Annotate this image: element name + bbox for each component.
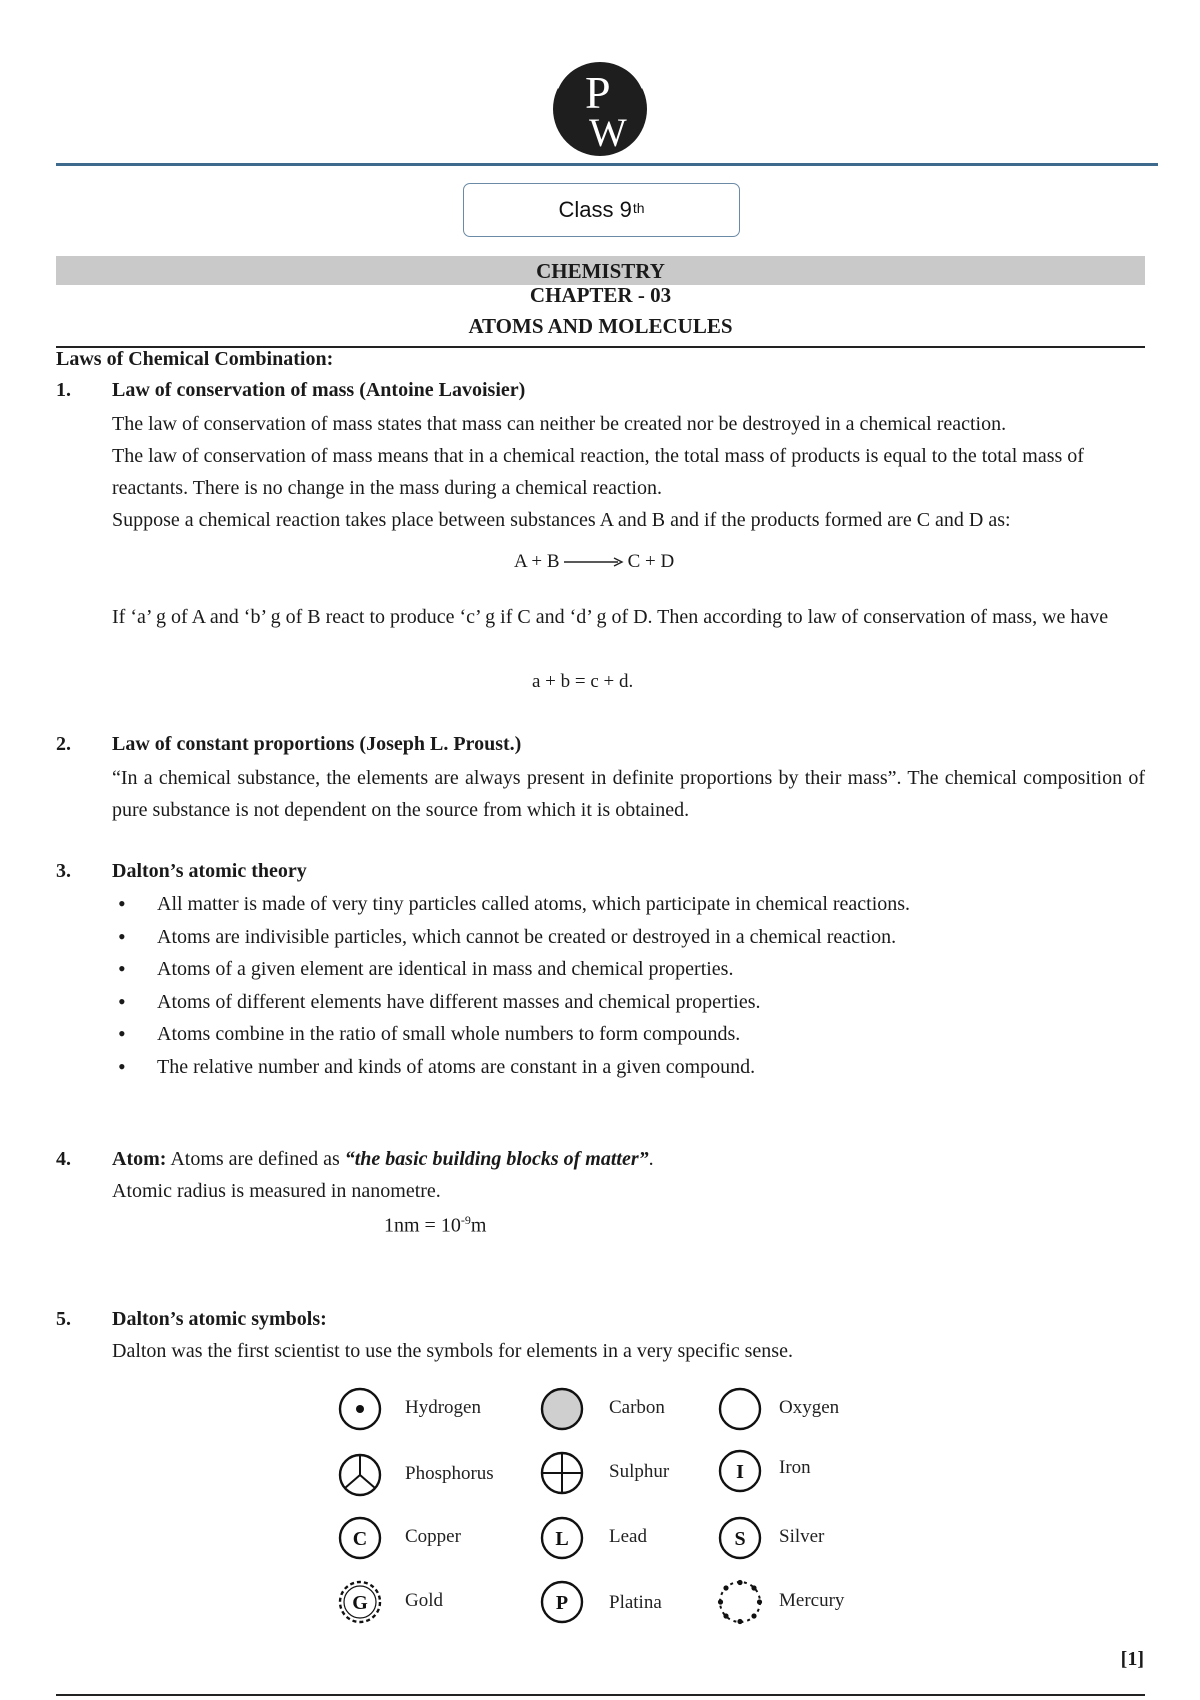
reaction-equation	[514, 551, 674, 573]
section-3-number: 3.	[56, 860, 71, 882]
lead-symbol-letter: L	[555, 1528, 569, 1550]
copper-symbol-letter: C	[352, 1528, 368, 1550]
page-number: [1]	[1120, 1648, 1144, 1670]
symbol-label-platina: Platina	[609, 1592, 662, 1613]
mercury-symbol-icon	[717, 1579, 763, 1625]
section-4-text: Atoms are defined as	[170, 1148, 340, 1170]
symbol-label-silver: Silver	[779, 1526, 825, 1547]
section-5-para-1: Dalton was the first scientist to use the symbols for elements in a very specific sense.	[112, 1340, 793, 1362]
copper-symbol-icon	[337, 1515, 383, 1561]
phosphorus-symbol-icon	[337, 1452, 383, 1498]
subject-title: CHEMISTRY	[56, 256, 1145, 285]
section-1-para-1: The law of conservation of mass states that mass can neither be created nor be destroyed in a chemical reaction.	[112, 413, 1007, 435]
section-5-number: 5.	[56, 1308, 71, 1330]
symbol-label-gold: Gold	[405, 1590, 443, 1611]
symbol-label-sulphur: Sulphur	[609, 1461, 670, 1482]
section-2-heading: Law of constant proportions (Joseph L. Proust.)	[112, 733, 522, 755]
silver-symbol-letter: S	[734, 1528, 746, 1550]
section-4-number: 4.	[56, 1148, 71, 1170]
dalton-theory-list	[112, 888, 1145, 1084]
nanometre-equation	[384, 1213, 486, 1238]
svg-text:W: W	[589, 110, 627, 155]
section-1-para-2: The law of conservation of mass means that in a chemical reaction, the total mass of products is equal to the total mass of reactants. There is no change in the mass during a chemical reaction.	[112, 445, 1084, 499]
silver-symbol-icon	[717, 1515, 763, 1561]
section-3-heading: Dalton’s atomic theory	[112, 860, 307, 882]
symbol-label-copper: Copper	[405, 1526, 461, 1547]
class-sup: th	[632, 200, 645, 216]
list-item: • Atoms combine in the ratio of small whole numbers to form compounds.	[112, 1018, 1145, 1051]
header-rule	[56, 163, 1158, 166]
section-1-para-3: Suppose a chemical reaction takes place between substances A and B and if the products formed are C and D as:	[112, 509, 1011, 531]
nm-eq-unit: m	[470, 1214, 487, 1237]
reaction-arrow-icon	[564, 555, 624, 569]
symbol-label-iron: Iron	[779, 1457, 811, 1478]
list-item: • All matter is made of very tiny particles called atoms, which participate in chemical reactions.	[112, 888, 1145, 921]
chapter-number: CHAPTER - 03	[529, 283, 672, 307]
section-1-para-4: If ‘a’ g of A and ‘b’ g of B react to produce ‘c’ g if C and ‘d’ g of D. Then according to law of conservation of mass, we have	[112, 606, 1109, 628]
iron-symbol-letter: I	[736, 1461, 744, 1483]
section-4-quote: “the basic building blocks of matter”	[344, 1148, 649, 1170]
symbol-label-oxygen: Oxygen	[779, 1397, 840, 1418]
gold-symbol-icon	[337, 1579, 383, 1625]
section-4-end: .	[648, 1148, 654, 1170]
class-label-box	[463, 183, 740, 237]
nm-eq-left: 1nm = 10	[384, 1214, 461, 1237]
equation-products: C + D	[627, 551, 675, 572]
section-2-number: 2.	[56, 733, 71, 755]
svg-text:P: P	[585, 67, 611, 118]
sulphur-symbol-icon	[539, 1450, 585, 1496]
section-1-heading: Law of conservation of mass (Antoine Lavoisier)	[112, 379, 526, 401]
chapter-title: ATOMS AND MOLECULES	[468, 314, 733, 338]
laws-heading: Laws of Chemical Combination:	[56, 348, 334, 370]
section-5-heading: Dalton’s atomic symbols:	[112, 1308, 327, 1330]
symbol-label-hydrogen: Hydrogen	[405, 1397, 481, 1418]
section-1-number: 1.	[56, 379, 71, 401]
section-4-para-2: Atomic radius is measured in nanometre.	[112, 1180, 441, 1202]
symbol-label-mercury: Mercury	[779, 1590, 845, 1611]
class-label: Class 9	[558, 197, 632, 222]
pw-logo	[549, 58, 651, 164]
section-2-para-1: “In a chemical substance, the elements are always present in definite proportions by their mass”. The chemical composition of pure substance is not dependent on the source from which it is obtained.	[112, 767, 1145, 821]
symbol-label-lead: Lead	[609, 1526, 647, 1547]
section-4-heading: Atom:	[112, 1148, 167, 1170]
symbol-label-carbon: Carbon	[609, 1397, 665, 1418]
list-item: • Atoms of different elements have different masses and chemical properties.	[112, 986, 1145, 1019]
list-item: • Atoms of a given element are identical in mass and chemical properties.	[112, 953, 1145, 986]
oxygen-symbol-icon	[717, 1386, 763, 1432]
equation-reactants: A + B	[514, 551, 560, 572]
iron-symbol-icon	[717, 1448, 763, 1494]
hydrogen-symbol-icon	[337, 1386, 383, 1432]
gold-symbol-letter: G	[352, 1592, 368, 1614]
mass-equation: a + b = c + d.	[532, 671, 634, 692]
platina-symbol-letter: P	[555, 1592, 569, 1614]
carbon-symbol-icon	[539, 1386, 585, 1432]
section-4-line	[112, 1148, 654, 1171]
symbol-label-phosphorus: Phosphorus	[405, 1463, 494, 1484]
footer-rule	[56, 1694, 1145, 1696]
platina-symbol-icon	[539, 1579, 585, 1625]
lead-symbol-icon	[539, 1515, 585, 1561]
list-item: • The relative number and kinds of atoms are constant in a given compound.	[112, 1051, 1145, 1084]
nm-eq-exponent: -9	[460, 1213, 471, 1227]
list-item: • Atoms are indivisible particles, which cannot be created or destroyed in a chemical reaction.	[112, 921, 1145, 954]
